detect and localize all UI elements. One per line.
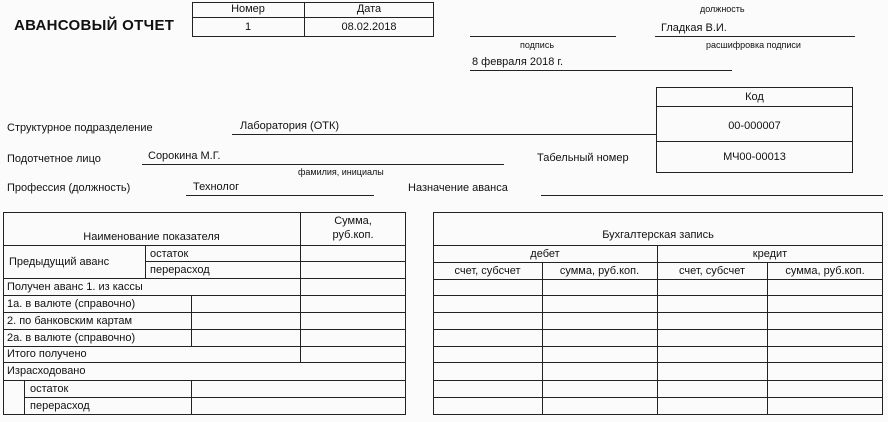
- person-value: Сорокина М.Г.: [148, 150, 221, 162]
- date-label: Дата: [356, 3, 382, 15]
- tab-label: Табельный номер: [537, 152, 629, 164]
- received-label: Получен аванс 1. из кассы: [7, 281, 143, 293]
- signer-name: Гладкая В.И.: [661, 22, 727, 34]
- row-1a-label: 1а. в валюте (справочно): [7, 298, 136, 310]
- row-2a-label: 2а. в валюте (справочно): [7, 332, 136, 344]
- over-label: перерасход: [30, 400, 90, 412]
- profession-value: Технолог: [193, 181, 240, 193]
- dept-code: 00-000007: [728, 120, 781, 132]
- position-label: должность: [700, 4, 745, 14]
- purpose-label: Назначение аванса: [408, 182, 508, 194]
- dept-label: Структурное подразделение: [7, 122, 153, 134]
- row-2-label: 2. по банковским картам: [7, 315, 133, 327]
- approval-date: 8 февраля 2018 г.: [472, 56, 564, 68]
- tab-code: МЧ00-00013: [723, 151, 786, 163]
- profession-label: Профессия (должность): [7, 182, 131, 194]
- prev-remainder-label: остаток: [150, 248, 189, 260]
- decoding-label: расшифровка подписи: [706, 40, 801, 50]
- date-value: 08.02.2018: [341, 21, 397, 33]
- number-value: 1: [244, 21, 252, 33]
- debit-sum-header: сумма, руб.коп.: [559, 265, 640, 277]
- credit-account-header: счет, субсчет: [679, 265, 745, 277]
- accounting-header: Бухгалтерская запись: [602, 229, 714, 241]
- signature-label: подпись: [520, 40, 555, 50]
- prev-overspend-label: перерасход: [150, 264, 210, 276]
- spent-label: Израсходовано: [7, 365, 86, 377]
- person-hint: фамилия, инициалы: [298, 167, 384, 177]
- rest-label: остаток: [30, 383, 69, 395]
- total-received-label: Итого получено: [7, 348, 87, 360]
- person-label: Подотчетное лицо: [7, 153, 101, 165]
- prev-advance-label: Предыдущий аванс: [9, 256, 110, 268]
- dept-value: Лаборатория (ОТК): [240, 120, 340, 132]
- number-label: Номер: [231, 3, 265, 15]
- document-title: АВАНСОВЫЙ ОТЧЕТ: [14, 17, 175, 34]
- credit-sum-header: сумма, руб.коп.: [785, 265, 865, 277]
- col-sum-header-2: руб.коп.: [332, 229, 374, 241]
- col-indicator-header: Наименование показателя: [83, 231, 220, 243]
- credit-header: кредит: [752, 248, 788, 260]
- debit-header: дебет: [530, 248, 560, 260]
- debit-account-header: счет, субсчет: [454, 265, 521, 277]
- codes-header: Код: [745, 91, 764, 103]
- col-sum-header-1: Сумма,: [334, 215, 372, 227]
